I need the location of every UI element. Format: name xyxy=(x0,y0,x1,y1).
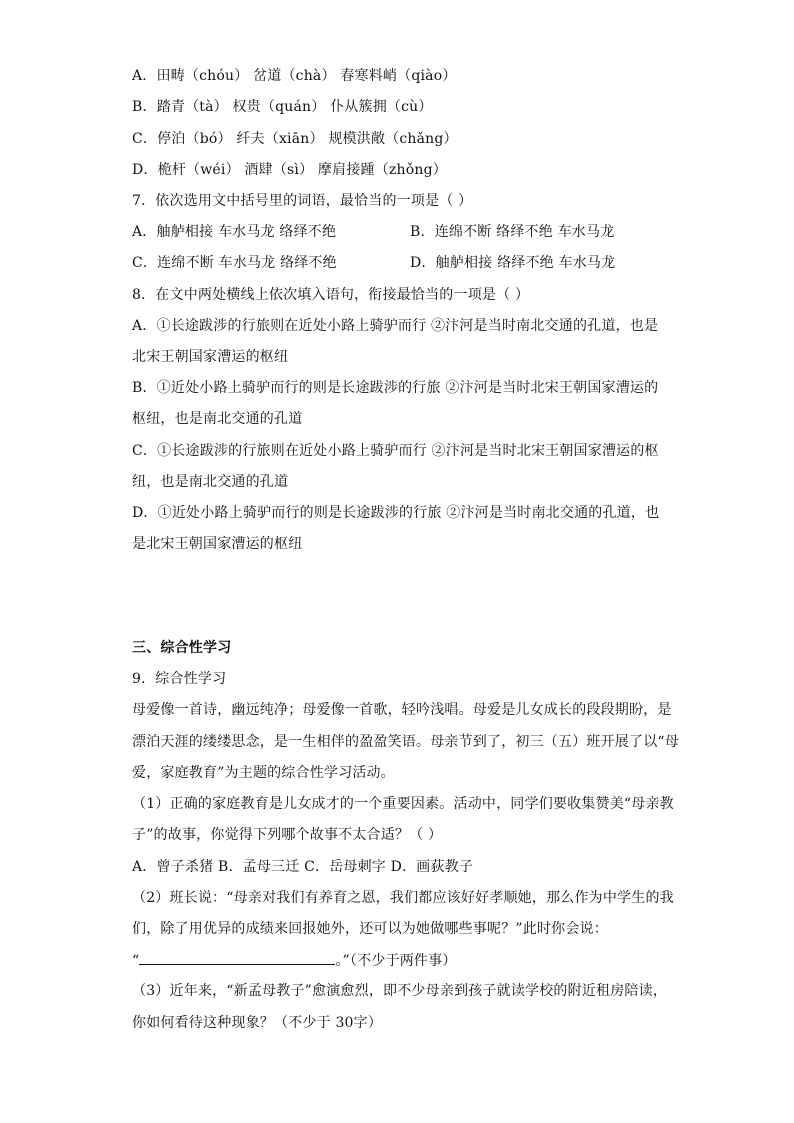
part3-line-2: 你如何看待这种现象？（不少于 30字） xyxy=(132,1015,383,1031)
q8-option-d-line2: 是北宋王朝国家漕运的枢纽 xyxy=(132,536,303,552)
q7-option-a: A．舳舻相接 车水马龙 络绎不绝 xyxy=(132,224,337,240)
intro-line-2: 漂泊天涯的缕缕思念，是一生相伴的盈盈笑语。母亲节到了，初三（五）班开展了以“母 xyxy=(132,734,679,750)
answer-blank[interactable] xyxy=(139,950,335,965)
q7-option-b: B．连绵不断 络绎不绝 车水马龙 xyxy=(410,224,615,240)
q9-title: 9．综合性学习 xyxy=(132,671,227,687)
part2-line-2: 们，除了用优异的成绩来回报她外，还可以为她做哪些事呢？”此时你会说： xyxy=(132,921,608,937)
part1-line-2: 子”的故事，你觉得下列哪个故事不太合适？（ ） xyxy=(132,827,443,843)
q8-option-c-line1: C．①长途跋涉的行旅则在近处小路上骑驴而行 ②汴河是当时北宋王朝国家漕运的枢 xyxy=(132,443,659,459)
q6-option-a: A．田畴（chóu） 岔道（chà） 春寒料峭（qiào） xyxy=(132,68,457,84)
part3-line-1: （3）近年来，“新孟母教子”愈演愈烈，即不少母亲到孩子就读学校的附近租房陪读， xyxy=(132,983,668,999)
q8-option-c-line2: 纽，也是南北交通的孔道 xyxy=(132,474,289,490)
q7-options-row2 xyxy=(132,253,672,273)
q6-option-b: B．踏青（tà） 权贵（quán） 仆从簇拥（cù） xyxy=(132,99,433,115)
q8-option-a-line2: 北宋王朝国家漕运的枢纽 xyxy=(132,349,289,365)
q7-option-c: C．连绵不断 车水马龙 络绎不绝 xyxy=(132,255,337,271)
answer-suffix: 。”（不少于两件事） xyxy=(335,953,457,969)
q7-options-row1 xyxy=(132,222,672,242)
part1-options: A．曾子杀猪 B．孟母三迁 C．岳母刺字 D．画荻教子 xyxy=(132,859,474,875)
open-quote: “ xyxy=(132,953,140,969)
q6-option-d: D．桅杆（wéi） 酒肆（sì） 摩肩接踵（zhǒng） xyxy=(132,162,447,178)
part2-answer-line xyxy=(132,950,672,971)
q7-option-d: D．舳舻相接 络绎不绝 车水马龙 xyxy=(410,255,616,271)
intro-line-3: 爱，家庭教育”为主题的综合性学习活动。 xyxy=(132,765,395,781)
part1-line-1: （1）正确的家庭教育是儿女成才的一个重要因素。活动中，同学们要收集赞美“母亲教 xyxy=(132,796,674,812)
intro-line-1: 母爱像一首诗，幽远纯净；母爱像一首歌，轻吟浅唱。母爱是儿女成长的段段期盼，是 xyxy=(132,702,672,718)
q8-stem: 8．在文中两处横线上依次填入语句，衔接最恰当的一项是（ ） xyxy=(132,287,530,303)
q7-stem: 7．依次选用文中括号里的词语，最恰当的一项是（ ） xyxy=(132,193,473,209)
q6-option-c: C．停泊（bó） 纤夫（xiān） 规模洪敞（chǎng） xyxy=(132,131,458,147)
q8-option-d-line1: D．①近处小路上骑驴而行的则是长途跋涉的行旅 ②汴河是当时南北交通的孔道，也 xyxy=(132,505,660,521)
q8-option-b-line2: 枢纽，也是南北交通的孔道 xyxy=(132,411,303,427)
q8-option-a-line1: A．①长途跋涉的行旅则在近处小路上骑驴而行 ②汴河是当时南北交通的孔道，也是 xyxy=(132,318,659,334)
q8-option-b-line1: B．①近处小路上骑驴而行的则是长途跋涉的行旅 ②汴河是当时北宋王朝国家漕运的 xyxy=(132,380,659,396)
part2-line-1: （2）班长说：“母亲对我们有养育之恩，我们都应该好好孝顺她，那么作为中学生的我 xyxy=(132,890,674,906)
section-heading: 三、综合性学习 xyxy=(132,640,232,656)
